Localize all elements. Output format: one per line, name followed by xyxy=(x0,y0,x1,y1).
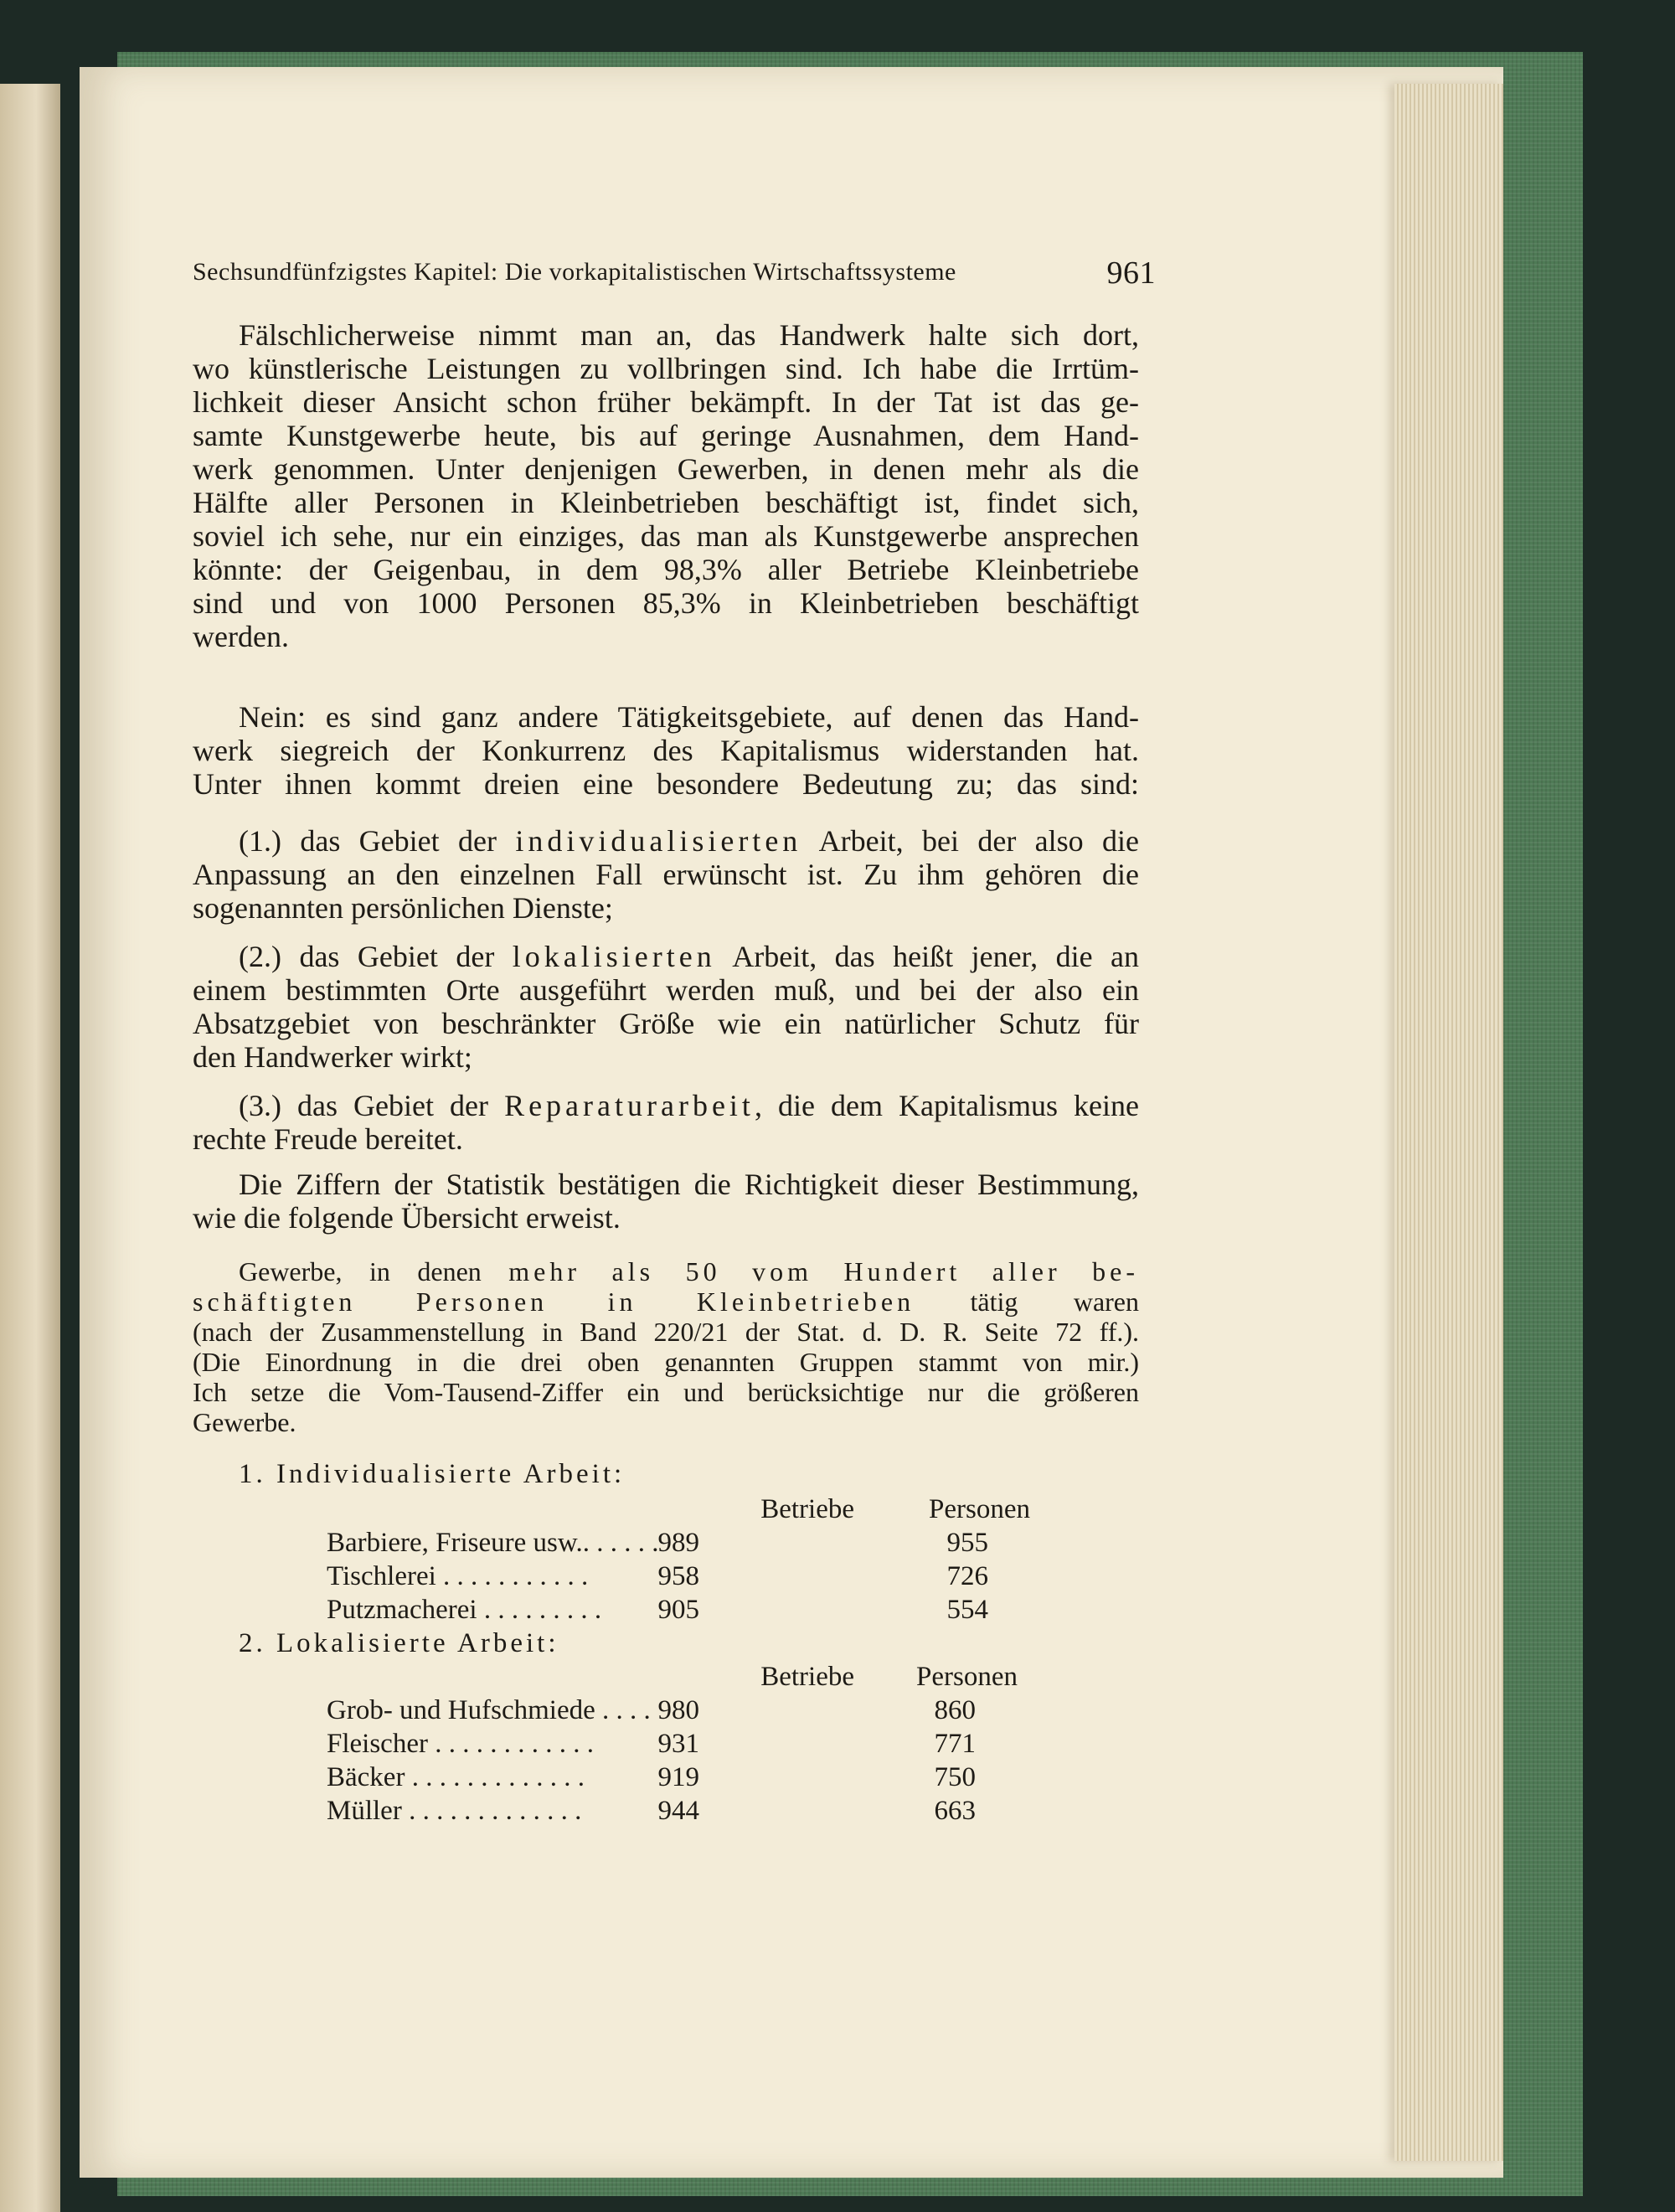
spaced-term: schäftigten Personen in Kleinbetrieben xyxy=(193,1286,915,1317)
table-row xyxy=(327,1794,1030,1828)
text-line: (2.) das Gebiet der lokalisierten Arbeit, das heißt jener, die an xyxy=(239,940,1140,973)
running-header xyxy=(193,250,1156,291)
text-line: einem bestimmten Orte ausgeführt werden muß, und bei der also ein xyxy=(193,973,1139,1007)
column-header-personen: Personen xyxy=(929,1494,1030,1524)
text-line: könnte: der Geigenbau, in dem 98,3% aller Betriebe Kleinbetriebe xyxy=(193,553,1139,586)
text-line: Unter ihnen kommt dreien eine besondere Bedeutung zu; das sind: xyxy=(193,767,1139,801)
page-block-edges xyxy=(1394,84,1503,2161)
table-row xyxy=(327,1593,1030,1627)
page-number: 961 xyxy=(1106,255,1156,291)
table-note xyxy=(193,1256,1139,1437)
betriebe-value: 919 xyxy=(657,1762,699,1792)
text-line: werden. xyxy=(193,620,289,653)
personen-value: 554 xyxy=(946,1595,988,1625)
betriebe-value: 980 xyxy=(657,1695,699,1725)
text-line: wo künstlerische Leistungen zu vollbringen sind. Ich habe die Irrtüm- xyxy=(193,352,1139,385)
table-header-row xyxy=(327,1493,1030,1526)
text-line: den Handwerker wirkt; xyxy=(193,1040,472,1074)
personen-value: 771 xyxy=(934,1729,976,1759)
text-line: (Die Einordnung in die drei oben genannten Gruppen stammt von mir.) xyxy=(193,1347,1139,1377)
trade-name: Putzmacherei . . . . . . . . . xyxy=(327,1595,602,1625)
spaced-term: mehr als 50 vom Hundert aller be- xyxy=(508,1256,1140,1286)
spaced-term: individualisierten xyxy=(515,824,802,858)
text-line: Nein: es sind ganz andere Tätigkeitsgebiete, auf denen das Hand- xyxy=(239,700,1139,734)
text-line: samte Kunstgewerbe heute, bis auf geringe Ausnahmen, dem Hand- xyxy=(193,419,1139,452)
group-2-title: 2. Lokalisierte Arbeit: xyxy=(239,1628,559,1658)
text-line: (3.) das Gebiet der Reparaturarbeit, die dem Kapitalismus keine xyxy=(239,1089,1140,1122)
trade-name: Fleischer . . . . . . . . . . . . xyxy=(327,1729,594,1759)
table-row xyxy=(327,1694,1030,1727)
text-line: soviel ich sehe, nur ein einziges, das man als Kunstgewerbe ansprechen xyxy=(193,519,1139,553)
text-line: schäftigten Personen in Kleinbetrieben tätig waren xyxy=(193,1286,1140,1317)
text-line: Fälschlicherweise nimmt man an, das Handwerk halte sich dort, xyxy=(239,318,1139,352)
chapter-title: Sechsundfünfzigstes Kapitel: Die vorkapitalistischen Wirtschaftssysteme xyxy=(193,258,956,286)
paragraph-3 xyxy=(193,1168,1139,1235)
group-2-table xyxy=(327,1660,1030,1836)
personen-value: 750 xyxy=(934,1762,976,1792)
table-row xyxy=(327,1727,1030,1761)
trade-name: Müller . . . . . . . . . . . . . xyxy=(327,1796,582,1826)
group-1-table xyxy=(327,1493,1030,1635)
table-row xyxy=(327,1761,1030,1794)
table-row xyxy=(327,1526,1030,1560)
column-header-personen: Personen xyxy=(916,1662,1018,1692)
text-line: Gewerbe. xyxy=(193,1407,296,1437)
trade-name: Tischlerei . . . . . . . . . . . xyxy=(327,1561,589,1591)
personen-value: 726 xyxy=(946,1561,988,1591)
trade-name: Barbiere, Friseure usw.. . . . . . xyxy=(327,1528,659,1558)
text-line: lichkeit dieser Ansicht schon früher bekämpft. In der Tat ist das ge- xyxy=(193,385,1139,419)
text-line: Absatzgebiet von beschränkter Größe wie ein natürlicher Schutz für xyxy=(193,1007,1139,1040)
text-line: Die Ziffern der Statistik bestätigen die Richtigkeit dieser Bestimmung, xyxy=(239,1168,1139,1201)
spaced-term: Reparaturarbeit xyxy=(504,1089,755,1122)
betriebe-value: 989 xyxy=(657,1528,699,1558)
betriebe-value: 931 xyxy=(657,1729,699,1759)
group-1-title: 1. Individualisierte Arbeit: xyxy=(239,1459,626,1489)
text-line: Anpassung an den einzelnen Fall erwünscht ist. Zu ihm gehören die xyxy=(193,858,1139,891)
trade-name: Bäcker . . . . . . . . . . . . . xyxy=(327,1762,585,1792)
betriebe-value: 958 xyxy=(657,1561,699,1591)
text-line: rechte Freude bereitet. xyxy=(193,1122,463,1156)
column-header-betriebe: Betriebe xyxy=(760,1494,854,1524)
list-item-1 xyxy=(193,824,1139,925)
trade-name: Grob- und Hufschmiede . . . . xyxy=(327,1695,651,1725)
text-line: sind und von 1000 Personen 85,3% in Kleinbetrieben beschäftigt xyxy=(193,586,1139,620)
text-line: werk genommen. Unter denjenigen Gewerben, in denen mehr als die xyxy=(193,452,1139,486)
text-line: (1.) das Gebiet der individualisierten Arbeit, bei der also die xyxy=(239,824,1140,858)
column-header-betriebe: Betriebe xyxy=(760,1662,854,1692)
table-header-row xyxy=(327,1660,1030,1694)
text-line: wie die folgende Übersicht erweist. xyxy=(193,1201,621,1235)
text-line: Hälfte aller Personen in Kleinbetrieben beschäftigt ist, findet sich, xyxy=(193,486,1139,519)
personen-value: 663 xyxy=(934,1796,976,1826)
betriebe-value: 944 xyxy=(657,1796,699,1826)
spaced-term: lokalisierten xyxy=(512,940,716,973)
personen-value: 955 xyxy=(946,1528,988,1558)
list-item-2 xyxy=(193,940,1139,1074)
text-line: Gewerbe, in denen mehr als 50 vom Hundert aller be- xyxy=(239,1256,1140,1286)
paragraph-2 xyxy=(193,700,1139,801)
paragraph-1 xyxy=(193,318,1139,653)
text-line: werk siegreich der Konkurrenz des Kapitalismus widerstanden hat. xyxy=(193,734,1139,767)
text-line: (nach der Zusammenstellung in Band 220/21 der Stat. d. D. R. Seite 72 ff.). xyxy=(193,1317,1139,1347)
list-item-3 xyxy=(193,1089,1139,1156)
text-line: Ich setze die Vom-Tausend-Ziffer ein und berücksichtige nur die größeren xyxy=(193,1377,1139,1407)
facing-page-edge xyxy=(0,84,60,2212)
betriebe-value: 905 xyxy=(657,1595,699,1625)
table-row xyxy=(327,1560,1030,1593)
personen-value: 860 xyxy=(934,1695,976,1725)
text-line: sogenannten persönlichen Dienste; xyxy=(193,891,613,925)
